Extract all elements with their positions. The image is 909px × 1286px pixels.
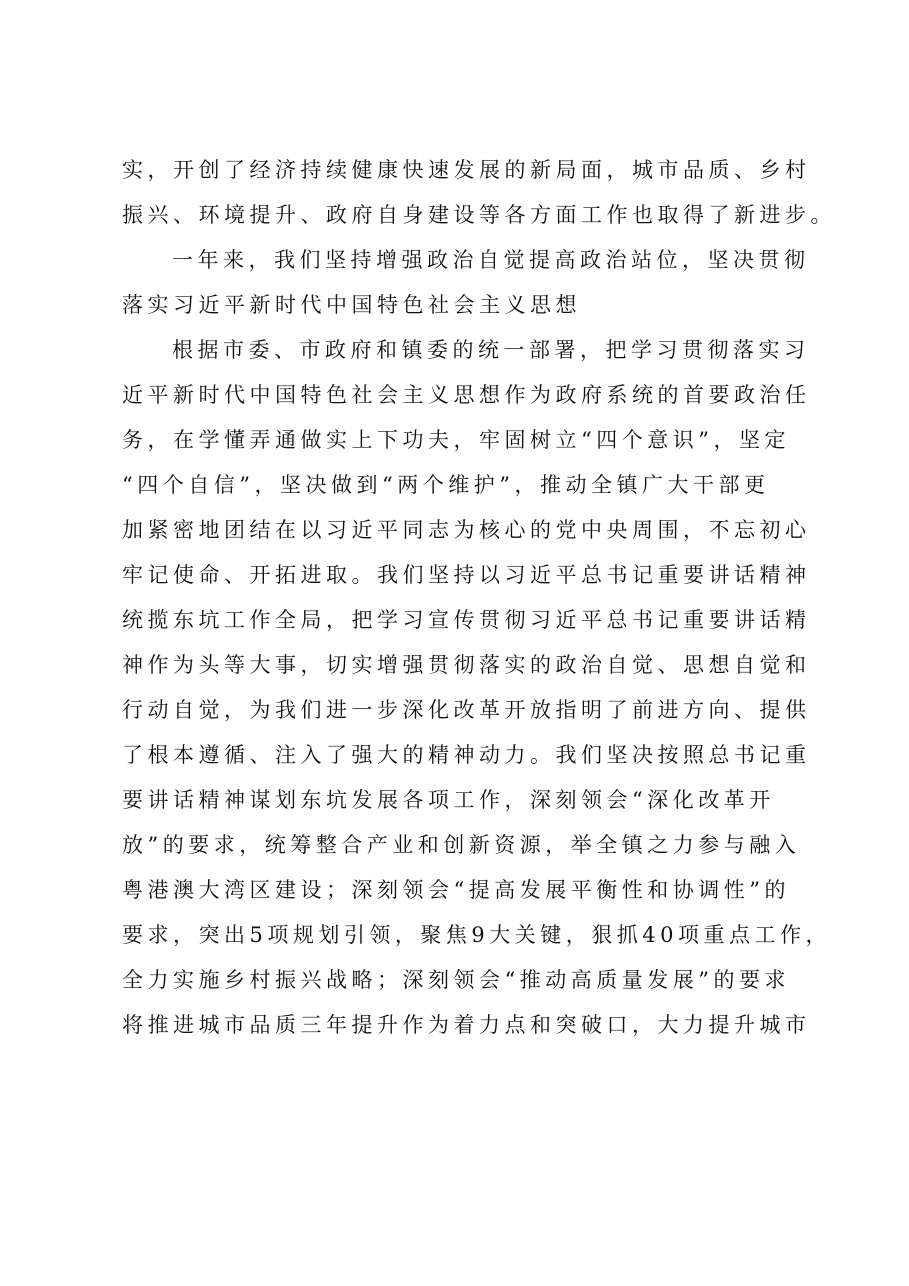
text-line: 神作为头等大事，切实增强贯彻落实的政治自觉、思想自觉和 xyxy=(122,653,811,677)
text-line: 放”的要求，统筹整合产业和创新资源，举全镇之力参与融入 xyxy=(122,833,801,857)
text-line: 要求，突出5项规划引领，聚焦9大关键，狠抓40项重点工作， xyxy=(122,923,831,947)
text-line: 了根本遵循、注入了强大的精神动力。我们坚决按照总书记重 xyxy=(122,743,811,767)
text-line: 将推进城市品质三年提升作为着力点和突破口，大力提升城市 xyxy=(122,1013,811,1037)
paragraph-start-line: 一年来，我们坚持增强政治自觉提高政治站位，坚决贯彻 xyxy=(172,248,810,272)
text-line: 近平新时代中国特色社会主义思想作为政府系统的首要政治任 xyxy=(122,383,811,407)
text-line: 加紧密地团结在以习近平同志为核心的党中央周围，不忘初心 xyxy=(122,518,811,542)
text-line: 粤港澳大湾区建设；深刻领会“提高发展平衡性和协调性”的 xyxy=(122,878,790,902)
text-line: 全力实施乡村振兴战略；深刻领会“推动高质量发展”的要求 xyxy=(122,968,790,992)
document-body xyxy=(122,148,836,1048)
text-line: “四个自信”，坚决做到“两个维护”，推动全镇广大干部更 xyxy=(122,473,770,497)
text-line: 实，开创了经济持续健康快速发展的新局面，城市品质、乡村 xyxy=(122,158,811,182)
text-line: 振兴、环境提升、政府自身建设等各方面工作也取得了新进步。 xyxy=(122,203,836,227)
text-line: 行动自觉，为我们进一步深化改革开放指明了前进方向、提供 xyxy=(122,698,811,722)
text-line: 务，在学懂弄通做实上下功夫，牢固树立“四个意识”，坚定 xyxy=(122,428,790,452)
text-line: 落实习近平新时代中国特色社会主义思想 xyxy=(122,293,581,317)
text-line: 牢记使命、开拓进取。我们坚持以习近平总书记重要讲话精神 xyxy=(122,563,811,587)
text-line: 要讲话精神谋划东坑发展各项工作，深刻领会“深化改革开 xyxy=(122,788,775,812)
text-line: 统揽东坑工作全局，把学习宣传贯彻习近平总书记重要讲话精 xyxy=(122,608,811,632)
paragraph-start-line: 根据市委、市政府和镇委的统一部署，把学习贯彻落实习 xyxy=(172,338,810,362)
